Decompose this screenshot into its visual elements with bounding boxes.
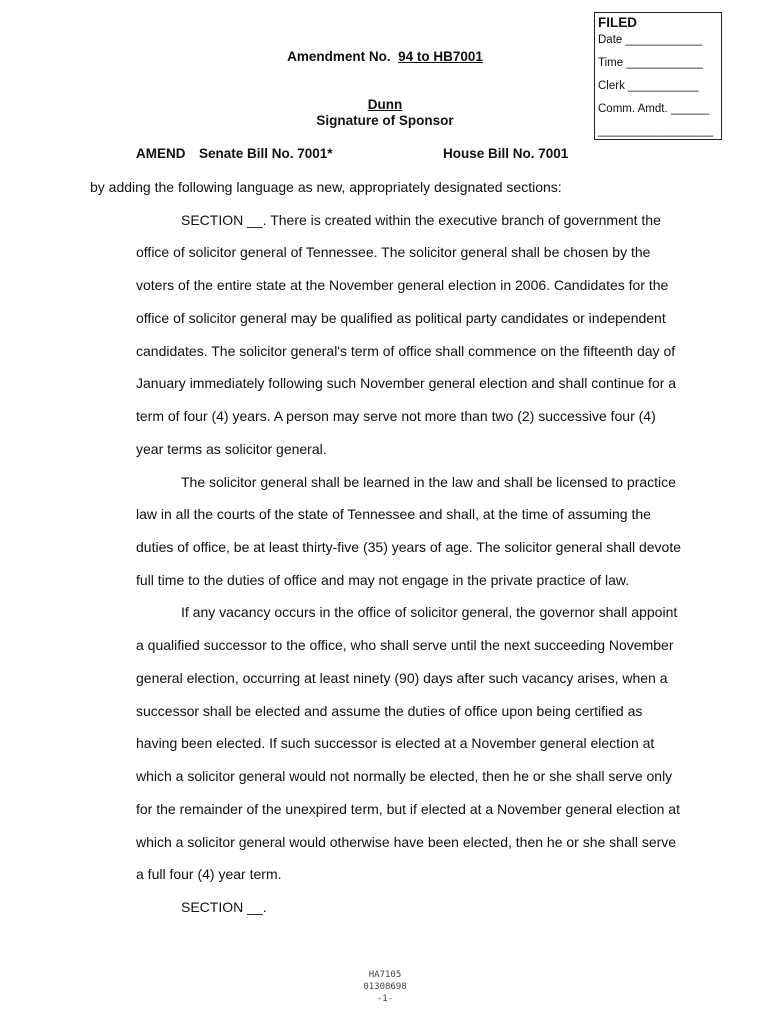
body-line: having been elected. If such successor is elected at a November general election at [136,735,655,751]
amendment-number [0,49,770,64]
amend-label: AMEND [136,146,186,161]
body-line: a full four (4) year term. [136,866,282,882]
body-line: SECTION __. There is created within the executive branch of government the [181,212,661,228]
body-line: general election, occurring at least ninety (90) days after such vacancy arises, when a [136,670,668,686]
body-line: January immediately following such November general election and shall continue for a [136,375,677,391]
body-line: which a solicitor general would not normally be elected, then he or she shall serve only [136,768,673,784]
intro-text: by adding the following language as new, appropriately designated sections: [90,179,562,195]
body-line: full time to the duties of office and may not engage in the private practice of law. [136,572,630,588]
filed-clerk: Clerk ___________ [598,80,699,92]
body-line: a qualified successor to the office, who shall serve until the next succeeding November [136,637,674,653]
body-line: duties of office, be at least thirty-five (35) years of age. The solicitor general shall devote [136,539,681,555]
footer-number: 01308698 [363,982,407,992]
footer-page-number: -1- [376,994,394,1004]
body-line: for the remainder of the unexpired term, but if elected at a November general election at [136,801,680,817]
body-line: candidates. The solicitor general's term of office shall commence on the fifteenth day of [136,343,676,359]
amendment-label: Amendment No. [287,49,391,64]
body-line: voters of the entire state at the November general election in 2006. Candidates for the [136,277,669,293]
filed-comm-amdt: Comm. Amdt. ______ [598,103,710,115]
body-line: office of solicitor general may be qualified as political party candidates or independent [136,310,666,326]
body-line: successor shall be elected and assume the duties of office upon being certified as [136,703,643,719]
body-line: SECTION __. [181,899,267,915]
filed-title: FILED [598,15,637,30]
filed-signature-line: __________________ [598,125,714,137]
house-bill: House Bill No. 7001 [443,146,569,161]
body-line: If any vacancy occurs in the office of solicitor general, the governor shall appoint [181,604,678,620]
sponsor-caption: Signature of Sponsor [316,113,454,128]
footer-code: HA7105 [368,970,402,980]
senate-bill: Senate Bill No. 7001* [199,146,333,161]
filed-date: Date ____________ [598,34,703,46]
body-line: term of four (4) years. A person may serve not more than two (2) successive four (4) [136,408,656,424]
body-line: The solicitor general shall be learned in the law and shall be licensed to practice [181,474,676,490]
body-line: year terms as solicitor general. [136,441,327,457]
filed-time: Time ____________ [598,57,704,69]
body-line: which a solicitor general would otherwise have been elected, then he or she shall serve [136,834,677,850]
body-line: law in all the courts of the state of Tennessee and shall, at the time of assuming the [136,506,651,522]
sponsor-name: Dunn [367,97,403,112]
amendment-value: 94 to HB7001 [398,49,483,64]
body-line: office of solicitor general of Tennessee. The solicitor general shall be chosen by the [136,244,651,260]
